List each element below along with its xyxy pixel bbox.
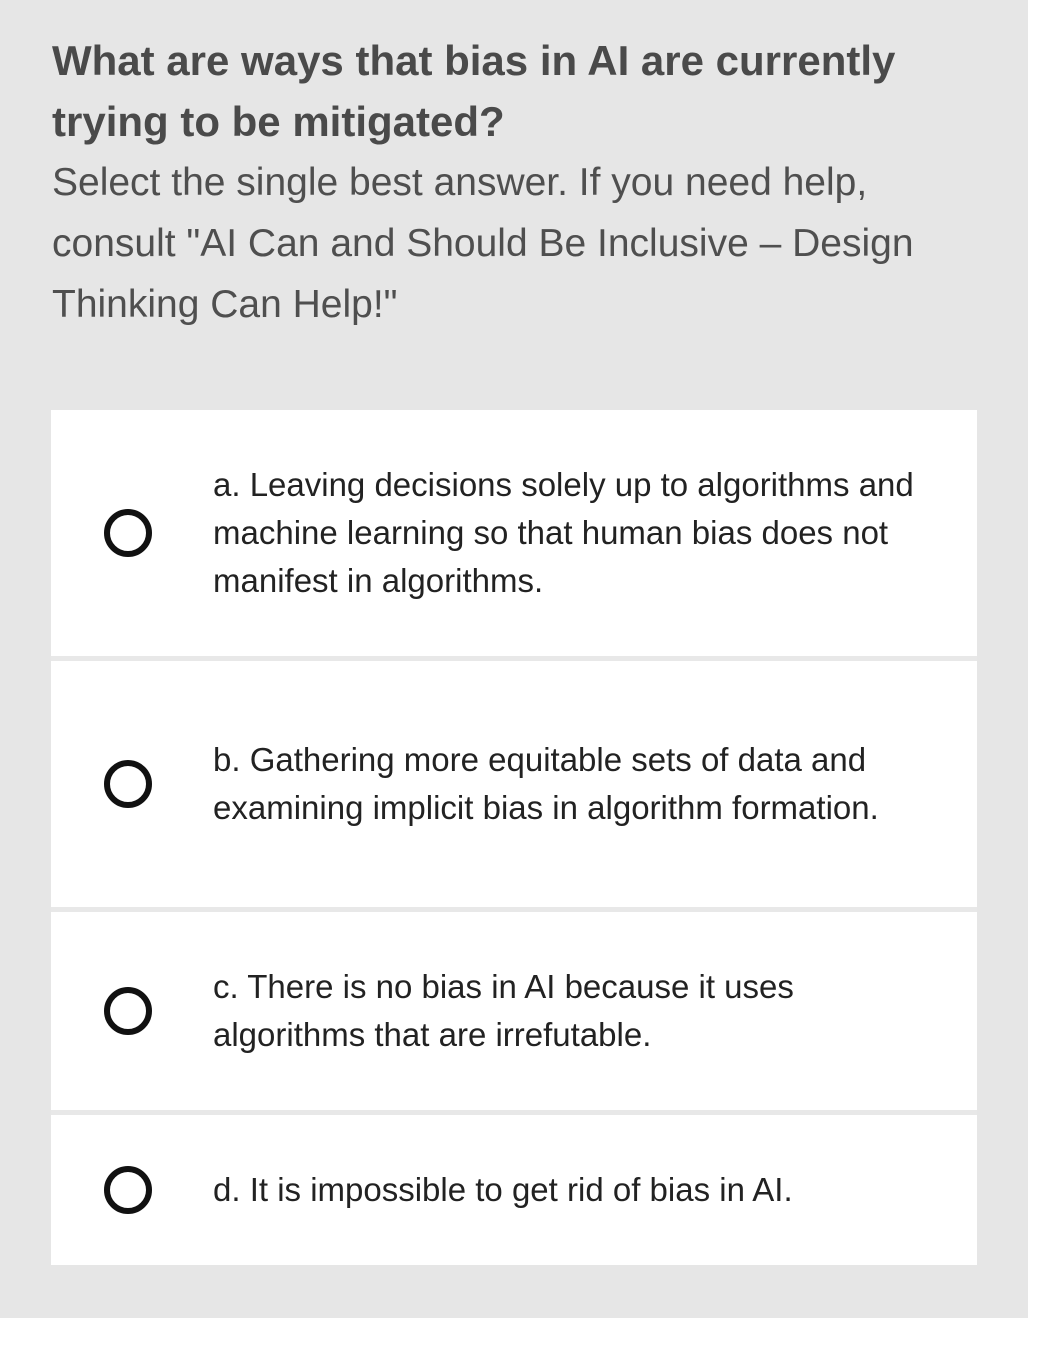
answer-option-c-label: c. There is no bias in AI because it uses algorithms that are irrefutable. [213,968,794,1053]
answer-option-a-label: a. Leaving decisions solely up to algorithms and machine learning so that human bias does not manifest in algorithms. [213,466,914,599]
radio-button-b[interactable] [104,760,152,808]
radio-button-a[interactable] [104,509,152,557]
answer-option-b[interactable] [51,661,977,912]
radio-button-d[interactable] [104,1166,152,1214]
question-title: What are ways that bias in AI are currently trying to be mitigated? [52,37,896,145]
answer-option-a[interactable] [51,410,977,661]
radio-button-c[interactable] [104,987,152,1035]
answer-option-d-label: d. It is impossible to get rid of bias in AI. [213,1171,793,1208]
answer-option-c[interactable] [51,912,977,1115]
answer-options [51,410,977,1265]
question-instructions: Select the single best answer. If you need help, consult "AI Can and Should Be Inclusive – Design Thinking Can Help!" [52,161,914,326]
answer-option-d[interactable] [51,1115,977,1265]
answer-option-b-label: b. Gathering more equitable sets of data and examining implicit bias in algorithm formation. [213,741,879,826]
